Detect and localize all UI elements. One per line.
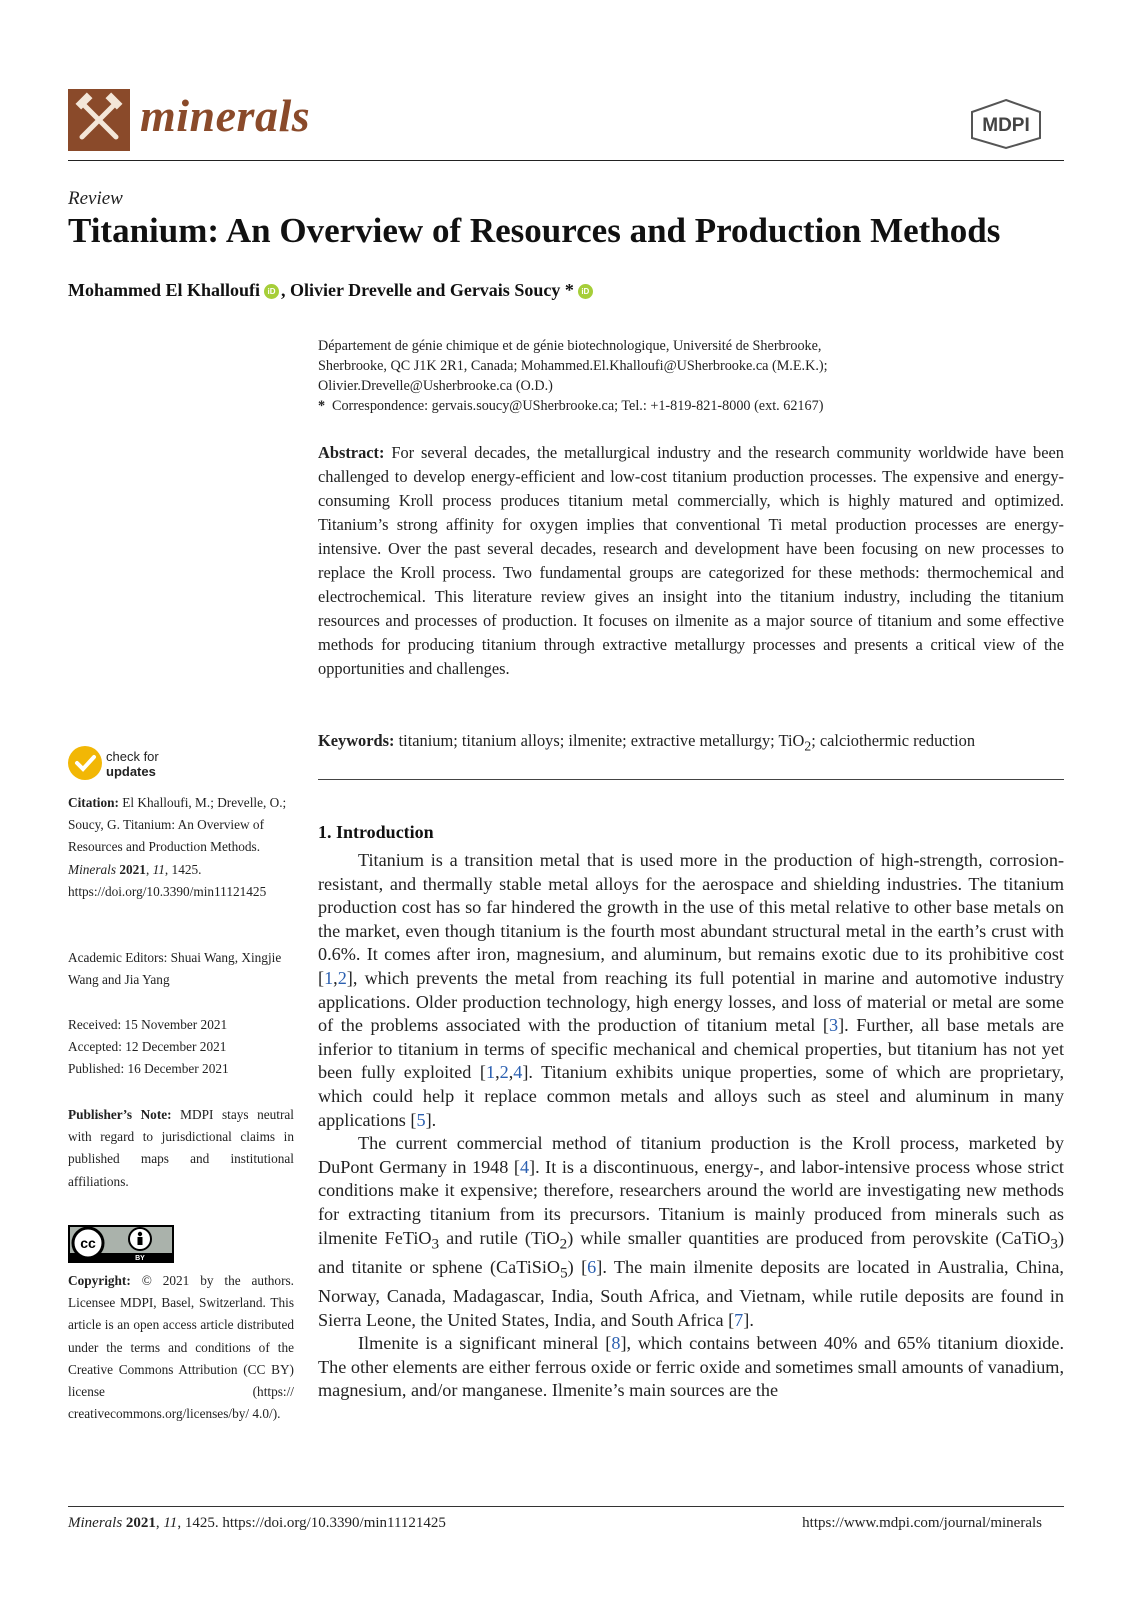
- affiliation-line: Olivier.Drevelle@Usherbrooke.ca (O.D.): [318, 378, 553, 394]
- orcid-icon[interactable]: iD: [264, 284, 279, 299]
- citation-link[interactable]: 1: [485, 1062, 496, 1083]
- paragraph: Ilmenite is a significant mineral [8], which contains between 40% and 65% titanium dioxide. The other elements are either ferrous oxide or ferric oxide and sometimes small amounts of vanadium, magnesium, and/or manganese. Ilmenite’s main sources are the: [318, 1333, 1064, 1401]
- abstract: [318, 441, 1064, 681]
- mdpi-logo: [968, 98, 1044, 150]
- correspondence-line: [318, 396, 1058, 416]
- citation-link[interactable]: 4: [519, 1156, 530, 1177]
- paragraph: The current commercial method of titanium production is the Kroll process, marketed by DuPont Germany in 1948 [4]. It is a discontinuous, energy-, and labor-intensive process whose strict conditions make it expensive; therefore, researchers around the world are investigating new methods for extracting titanium from its precursors. Titanium is mainly produced from minerals such as ilmenite FeTiO$_3$ and rutile (TiO$_2$) while smaller quantities are produced from perovskite (CaTiO$_3$) and titanite or sphene (CaTiSiO$_5$) [6]. The main ilmenite deposits are located in Australia, China, Norway, Canada, Madagascar, India, South Africa, and Vietnam, while rutile deposits are found in Sierra Leone, the United States, India, and South Africa [7].: [318, 1133, 1065, 1330]
- correspondence-star: *: [318, 398, 326, 414]
- keywords-label: Keywords:: [318, 731, 395, 750]
- svg-text:BY: BY: [135, 1255, 145, 1262]
- svg-text:cc: cc: [80, 1235, 96, 1251]
- crossed-hammers-icon: [68, 89, 130, 151]
- journal-logo-icon: [68, 89, 130, 151]
- check-for-updates-label[interactable]: check for updates: [106, 749, 159, 779]
- copyright-notice: Copyright: © 2021 by the authors. Licensee MDPI, Basel, Switzerland. This article is an open access article distributed under the terms and conditions of the Creative Commons Attribution (CC BY) license (https:// creativecommons.org/licenses/by/ 4.0/).: [68, 1273, 294, 1422]
- citation-link[interactable]: 1: [324, 967, 334, 988]
- citation-block: Citation: El Khalloufi, M.; Drevelle, O.; Soucy, G. Titanium: An Overview of Resources and Production Methods. Minerals 2021, 11, 1425. https://doi.org/10.3390/min11121425: [68, 795, 287, 899]
- header-divider: [68, 160, 1064, 161]
- academic-editors: Academic Editors: Shuai Wang, Xingjie Wang and Jia Yang: [68, 950, 282, 988]
- abstract-text: For several decades, the metallurgical industry and the research community worldwide have been challenged to develop energy-efficient and low-cost titanium production processes. The expensive and energy-consuming Kroll process produces titanium metal commercially, which is highly matured and optimized. Titanium’s strong affinity for oxygen implies that conventional Ti metal production processes are energy-intensive. Over the past several decades, research and development have been focusing on new processes to replace the Kroll process. Two fundamental groups are categorized for these methods: thermochemical and electrochemical. This literature review gives an insight into the titanium industry, including the titanium resources and processes of production. It focuses on ilmenite as a major source of titanium and some effective methods for producing titanium through extractive metallurgy processes and presents a critical view of the opportunities and challenges.: [318, 443, 1064, 678]
- citation-link[interactable]: 7: [734, 1309, 744, 1330]
- citation-link[interactable]: 3: [828, 1015, 839, 1036]
- cc-by-license-icon[interactable]: [68, 1225, 174, 1263]
- section-divider: [318, 779, 1064, 780]
- abstract-label: Abstract:: [318, 443, 385, 462]
- orcid-icon[interactable]: iD: [578, 284, 593, 299]
- footer-divider: [68, 1506, 1064, 1507]
- received-date: Received: 15 November 2021: [68, 1017, 228, 1032]
- paragraph: Titanium is a transition metal that is used more in the production of high-strength, corrosion-resistant, and thermally stable metal alloys for the aerospace and shielding industries. The titanium production cost has so far hindered the growth in the use of this metal relative to other base metals on the market, even though titanium is the fourth most abundant structural metal in the earth’s crust with 0.6%. It comes after iron, magnesium, and aluminum, but remains exotic due to its prohibitive cost [1,2], which prevents the metal from reaching its full potential in marine and automotive industry applications. Older production technology, high energy losses, and loss of material or metal are some of the problems associated with the production of titanium metal [3]. Further, all base metals are inferior to titanium in terms of specific mechanical and chemical properties, but titanium has not yet been fully exploited [1,2,4]. Titanium exhibits unique properties, some of which are proprietary, which could help it replace common metals and alloys such as steel and aluminum in many applications [5].: [318, 850, 1064, 1130]
- body-text: [318, 849, 1064, 1403]
- citation-link[interactable]: 2: [337, 967, 347, 988]
- affiliation-block: [318, 336, 1058, 416]
- article-title: Titanium: An Overview of Resources and Production Methods: [68, 211, 1001, 250]
- publishers-note: Publisher’s Note: MDPI stays neutral with regard to jurisdictional claims in published maps and institutional affiliations.: [68, 1107, 295, 1189]
- publication-dates: [68, 1014, 294, 1081]
- citation-link[interactable]: 5: [416, 1109, 426, 1130]
- author-list: [68, 278, 595, 302]
- affiliation-line: Département de génie chimique et de génie biotechnologique, Université de Sherbrooke,: [318, 338, 822, 354]
- published-date: Published: 16 December 2021: [68, 1061, 229, 1077]
- affiliation-line: Sherbrooke, QC J1K 2R1, Canada; Mohammed.El.Khalloufi@USherbrooke.ca (M.E.K.);: [318, 358, 828, 374]
- footer-citation: Minerals 2021, 11, 1425. https://doi.org/10.3390/min11121425: [68, 1515, 446, 1531]
- author-names: , Olivier Drevelle and Gervais Soucy *: [281, 280, 574, 300]
- citation-link[interactable]: 4: [513, 1062, 523, 1083]
- keywords-text: titanium; titanium alloys; ilmenite; extractive metallurgy; TiO$_2$; calciothermic reduction: [398, 731, 976, 754]
- accepted-date: Accepted: 12 December 2021: [68, 1039, 227, 1055]
- check-for-updates-icon[interactable]: [68, 746, 102, 780]
- article-type: Review: [68, 188, 123, 209]
- citation-link[interactable]: 6: [587, 1256, 597, 1277]
- keywords: [318, 729, 1064, 758]
- citation-link[interactable]: 8: [611, 1333, 621, 1354]
- author-name: Mohammed El Khalloufi: [68, 280, 261, 300]
- correspondence-text: Correspondence: gervais.soucy@USherbrooke.ca; Tel.: +1-819-821-8000 (ext. 62167): [332, 398, 824, 414]
- footer-journal-url[interactable]: https://www.mdpi.com/journal/minerals: [802, 1515, 1042, 1531]
- mdpi-logo-text: MDPI: [982, 115, 1030, 136]
- citation-link[interactable]: 2: [499, 1062, 509, 1083]
- section-heading: 1. Introduction: [318, 822, 434, 842]
- journal-name: minerals: [140, 90, 311, 141]
